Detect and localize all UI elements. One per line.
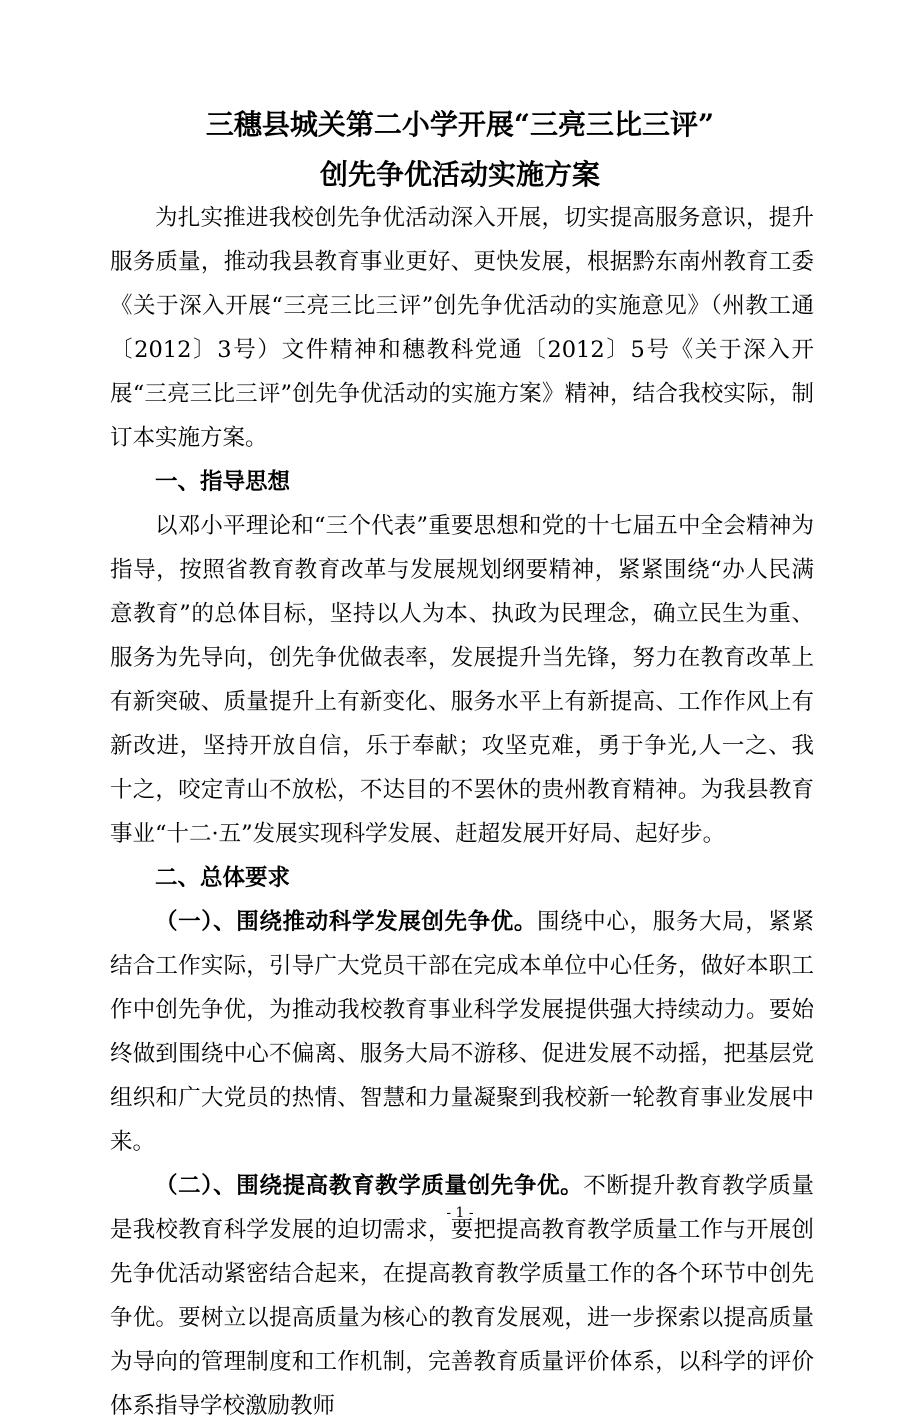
- requirement-item-1: [110, 900, 814, 1164]
- document-title-line-2: 创先争优活动实施方案: [319, 158, 600, 191]
- requirement-item-1-text: 围绕中心，服务大局，紧紧结合工作实际，引导广大党员干部在完成本单位中心任务，做好本职工作中创先争优，为推动我校教育事业科学发展提供强大持续动力。要始终做到围绕中心不偏离、服务大局不游移、促进发展不动摇，把基层党组织和广大党员的热情、智慧和力量凝聚到我校新一轮教育事业发展中来。: [110, 909, 814, 1155]
- guiding-ideology-paragraph: 以邓小平理论和“三个代表”重要思想和党的十七届五中全会精神为指导，按照省教育教育改革与发展规划纲要精神，紧紧围绕“办人民满意教育”的总体目标，坚持以人为本、执政为民理念，确立民生为重、服务为先导向，创先争优做表率，发展提升当先锋，努力在教育改革上有新突破、质量提升上有新变化、服务水平上有新提高、工作作风上有新改进，坚持开放自信，乐于奉献；攻坚克难，勇于争光,人一之、我十之，咬定青山不放松，不达目的不罢休的贵州教育精神。为我县教育事业“十二·五”发展实现科学发展、赶超发展开好局、起好步。: [110, 513, 814, 847]
- document-title-line-1: 三穗县城关第二小学开展“三亮三比三评”: [205, 108, 715, 141]
- page-number: - 1 -: [446, 1205, 474, 1221]
- intro-paragraph: 为扎实推进我校创先争优活动深入开展，切实提高服务意识，提升服务质量，推动我县教育事业更好、更快发展，根据黔东南州教育工委《关于深入开展“三亮三比三评”创先争优活动的实施意见》（州教工通〔2012〕3号）文件精神和穗教科党通〔2012〕5号《关于深入开展“三亮三比三评”创先争优活动的实施方案》精神，结合我校实际，制订本实施方案。: [110, 205, 814, 451]
- section-heading-guiding-ideology: 一、指导思想: [155, 469, 291, 495]
- document-body: [110, 196, 814, 1428]
- requirement-item-2-lead: （二）、围绕提高教育教学质量创先争优。: [155, 1173, 584, 1199]
- section-heading-general-requirements: 二、总体要求: [155, 865, 291, 891]
- requirement-item-1-lead: （一）、围绕推动科学发展创先争优。: [155, 909, 538, 935]
- requirement-item-2-text: 不断提升教育教学质量是我校教育科学发展的迫切需求，要把提高教育教学质量工作与开展创先争优活动紧密结合起来，在提高教育教学质量工作的各个环节中创先争优。要树立以提高质量为核心的教育发展观，进一步探索以提高质量为导向的管理制度和工作机制，完善教育质量评价体系，以科学的评价体系指导学校激励教师: [110, 1173, 814, 1419]
